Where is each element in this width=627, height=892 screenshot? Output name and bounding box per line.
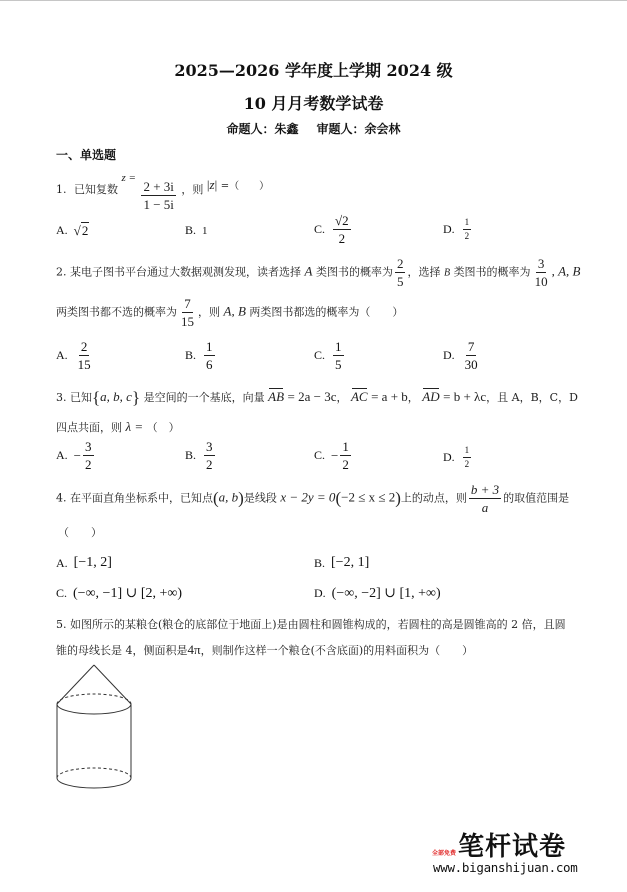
q3-option-a[interactable]: A. − $\frac{3}{2}$ bbox=[56, 439, 92, 472]
question-number: 3. bbox=[56, 391, 67, 404]
page-top-border bbox=[0, 0, 627, 1]
reviewer-label: 审题人：余会林 bbox=[316, 122, 401, 136]
watermark-url: www.biganshijuan.com bbox=[433, 860, 578, 875]
question-number: 2. bbox=[56, 265, 67, 279]
q4-option-d[interactable]: D. (−∞, −2] ∪ [1, +∞) bbox=[314, 586, 441, 601]
q2-option-c[interactable]: C. $\frac{1}{5}$ bbox=[314, 339, 342, 372]
q4-option-a[interactable]: A. [−1, 2] bbox=[56, 555, 112, 570]
exam-title-line2: 10 月月考数学试卷 bbox=[243, 94, 384, 113]
question-2-line2: 两类图书都不选的概率为 $\frac{7}{15}$ ，则 A, B 两类图书都选的概率为（ ） bbox=[56, 296, 404, 329]
q1-option-d[interactable]: D. $\frac{1}{2}$ bbox=[443, 217, 470, 241]
authors-line bbox=[0, 120, 627, 137]
q4-option-c[interactable]: C. (−∞, −1] ∪ [2, +∞) bbox=[56, 586, 183, 601]
author-label: 命题人：朱鑫 bbox=[226, 122, 299, 136]
section-title: 一、单选题 bbox=[56, 148, 117, 162]
question-number: 5. bbox=[56, 618, 67, 631]
question-5-line1: 5. 如图所示的某粮仓(粮仓的底部位于地面上)是由圆柱和圆锥构成的，若圆柱的高是圆锥高的 2 倍，且圆 bbox=[56, 618, 566, 631]
q3-option-c[interactable]: C. − $\frac{1}{2}$ bbox=[314, 439, 349, 472]
q1-option-c[interactable]: C. $\frac{√2}{2}$ bbox=[314, 213, 349, 246]
q2-option-d[interactable]: D. $\frac{7}{30}$ bbox=[443, 339, 478, 372]
q4-option-b[interactable]: B. [−2, 1] bbox=[314, 555, 370, 570]
watermark-brand: 笔杆试卷 bbox=[458, 832, 567, 862]
q1-option-b[interactable]: B. 1 bbox=[185, 223, 208, 237]
q2-option-a[interactable]: A. $\frac{2}{15}$ bbox=[56, 339, 91, 372]
question-4-line1: 4. 在平面直角坐标系中，已知点(a, b)是线段 x − 2y = 0(−2 ≤ x ≤ 2)上的动点，则 $\frac{b + 3}{a}$ 的取值范围是 bbox=[56, 482, 570, 515]
question-5-line2: 锥的母线长是 4，侧面积是4π，则制作这样一个粮仓(不含底面)的用料面积为（ ） bbox=[56, 642, 474, 657]
q3-option-d[interactable]: D. $\frac{1}{2}$ bbox=[443, 445, 470, 469]
q1-option-a[interactable]: A. √ 2 bbox=[56, 223, 89, 238]
question-number: 1. bbox=[56, 183, 67, 196]
question-3-line2: 四点共面，则 λ = （ ） bbox=[56, 419, 180, 434]
question-number: 4. bbox=[56, 491, 67, 505]
watermark-free-tag: 全部免费 bbox=[432, 850, 457, 857]
watermark-logo bbox=[432, 826, 622, 876]
question-4-line2: （ ） bbox=[58, 526, 102, 539]
exam-title-line1: 2025—2026 学年度上学期 2024 级 bbox=[174, 61, 453, 80]
complex-fraction: $\frac{2 + 3i}{1 - 5i}$ bbox=[143, 179, 174, 212]
granary-figure bbox=[50, 662, 140, 797]
q2-option-b[interactable]: B. $\frac{1}{6}$ bbox=[185, 339, 213, 372]
question-2-line1: 2. 某电子图书平台通过大数据观测发现，读者选择 A 类图书的概率为 $\frac{2}{5}$ ，选择 B 类图书的概率为 $\frac{3}{10}$ , A, B bbox=[56, 256, 581, 289]
question-3-line1: 3. 已知{a, b, c} 是空间的一个基底，向量 AB = 2a − 3c， AC = a + b， AD = b + λc，且 A，B，C，D bbox=[56, 388, 578, 407]
question-1: 1. 已知复数 z = $\frac{2 + 3i}{1 - 5i}$ ，则 |z| =（ ） bbox=[56, 172, 270, 212]
q3-option-b[interactable]: B. $\frac{3}{2}$ bbox=[185, 439, 213, 472]
